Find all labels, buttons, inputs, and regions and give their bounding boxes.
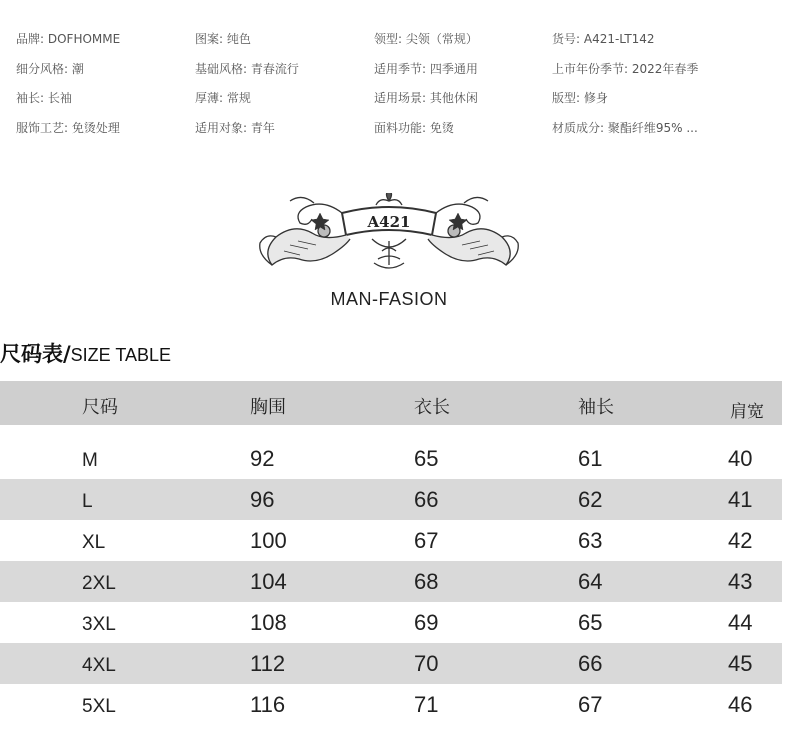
cell-length: 68	[414, 569, 439, 594]
cell-sleeve: 67	[578, 692, 603, 717]
cell-size: XL	[82, 532, 106, 553]
attribute-fabric-function: 面料功能: 免烫	[374, 120, 454, 135]
logo-tagline: MAN-FASION	[330, 289, 448, 309]
cell-length: 69	[414, 610, 439, 635]
logo-code: A421	[367, 213, 411, 231]
table-header-row	[0, 381, 782, 425]
cell-length: 70	[414, 651, 439, 676]
cell-shoulder: 45	[728, 651, 753, 676]
header-sleeve: 袖长	[578, 397, 614, 418]
cell-sleeve: 64	[578, 569, 603, 594]
cell-sleeve: 66	[578, 651, 603, 676]
attribute-target: 适用对象: 青年	[195, 120, 275, 135]
cell-shoulder: 44	[728, 610, 753, 635]
cell-size: 3XL	[82, 614, 116, 635]
cell-size: L	[82, 491, 93, 512]
heading-en: SIZE TABLE	[70, 345, 172, 365]
table-row	[0, 438, 782, 479]
cell-length: 71	[414, 692, 439, 717]
size-table	[0, 381, 782, 725]
attribute-pattern: 图案: 纯色	[195, 32, 251, 46]
table-row	[0, 602, 782, 643]
cell-chest: 100	[250, 528, 287, 553]
cell-shoulder: 41	[728, 487, 753, 512]
attribute-craft: 服饰工艺: 免烫处理	[16, 120, 120, 135]
cell-shoulder: 40	[728, 446, 753, 471]
cell-chest: 112	[250, 651, 286, 676]
attribute-fit: 版型: 修身	[552, 91, 608, 105]
cell-size: 2XL	[82, 573, 116, 594]
attribute-row	[16, 60, 786, 90]
cell-chest: 108	[250, 610, 287, 635]
header-shoulder: 肩宽	[730, 402, 764, 422]
product-attributes	[16, 30, 786, 148]
attribute-row	[16, 89, 786, 119]
cell-chest: 92	[250, 446, 275, 471]
cell-sleeve: 63	[578, 528, 603, 553]
cell-sleeve: 65	[578, 610, 603, 635]
heading-cn: 尺码表/	[0, 342, 71, 366]
attribute-base-style: 基础风格: 青春流行	[195, 61, 299, 76]
table-row	[0, 643, 782, 684]
table-row	[0, 561, 782, 602]
brand-logo	[254, 193, 524, 313]
attribute-sub-style: 细分风格: 潮	[16, 61, 84, 76]
cell-length: 67	[414, 528, 439, 553]
cell-chest: 96	[250, 487, 275, 512]
attribute-thickness: 厚薄: 常规	[195, 91, 251, 105]
cell-sleeve: 62	[578, 487, 603, 512]
header-length: 衣长	[414, 397, 450, 418]
header-chest: 胸围	[250, 397, 286, 418]
attribute-material: 材质成分: 聚酯纤维95% ...	[552, 120, 698, 135]
cell-chest: 104	[250, 569, 287, 594]
attribute-brand: 品牌: DOFHOMME	[16, 32, 121, 46]
size-table-heading	[0, 338, 171, 368]
attribute-sleeve: 袖长: 长袖	[16, 91, 72, 105]
table-row	[0, 520, 782, 561]
ornate-banner-icon	[254, 193, 524, 288]
cell-sleeve: 61	[578, 446, 603, 471]
cell-size: M	[82, 450, 98, 471]
attribute-launch-season: 上市年份季节: 2022年春季	[552, 61, 699, 76]
cell-shoulder: 42	[728, 528, 753, 553]
attribute-item-number: 货号: A421-LT142	[552, 32, 655, 46]
header-size: 尺码	[82, 397, 118, 418]
cell-length: 66	[414, 487, 439, 512]
table-row	[0, 684, 782, 725]
attribute-row	[16, 119, 786, 149]
attribute-collar: 领型: 尖领（常规）	[374, 32, 478, 46]
table-row	[0, 479, 782, 520]
cell-shoulder: 43	[728, 569, 753, 594]
attribute-season: 适用季节: 四季通用	[374, 61, 478, 76]
cell-length: 65	[414, 446, 439, 471]
attribute-row	[16, 30, 786, 60]
cell-chest: 116	[250, 692, 286, 717]
cell-size: 4XL	[82, 655, 116, 676]
attribute-scene: 适用场景: 其他休闲	[374, 91, 478, 105]
cell-size: 5XL	[82, 696, 116, 717]
cell-shoulder: 46	[728, 692, 753, 717]
